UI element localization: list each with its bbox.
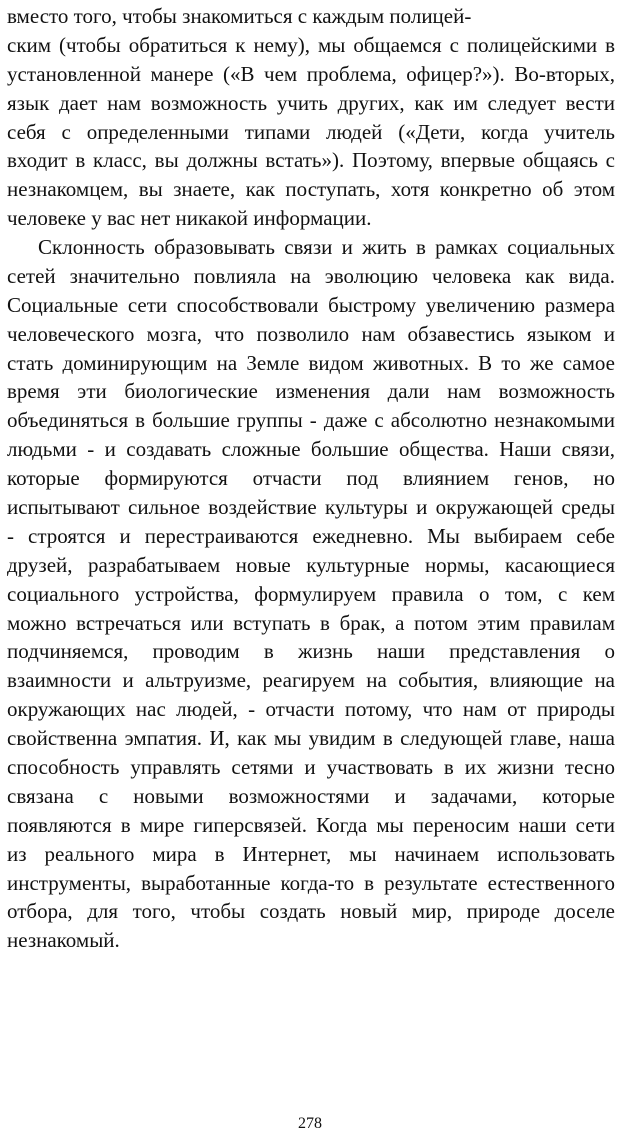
text-line: язык дает нам возможность учить других, как им следует вести	[7, 90, 615, 115]
text-line: связана с новыми возможностями и задачами, которые	[7, 783, 615, 808]
text-line: Склонность образовывать связи и жить в рамках социальных	[38, 235, 615, 259]
text-line: подчиняемся, проводим в жизнь наши представления о	[7, 639, 615, 664]
text-line: Социальные сети способствовали быстрому увеличению размера	[7, 292, 615, 317]
text-line: незнакомцем, вы знаете, как поступать, хотя конкретно об этом	[7, 177, 615, 202]
text-line: себя с определенными типами людей («Дети, когда учитель	[7, 119, 615, 144]
page-number: 278	[298, 1115, 322, 1132]
text-line: стать доминирующим на Земле видом животных. В то же самое	[7, 350, 615, 375]
text-line: ским (чтобы обратиться к нему), мы общаемся с полицейскими в	[7, 32, 615, 57]
text-line: время эти биологические изменения дали нам возможность	[7, 379, 615, 404]
text-line: друзей, разрабатываем новые культурные нормы, касающиеся	[7, 552, 615, 577]
text-line: вместо того, чтобы знакомиться с каждым полицей-	[7, 4, 472, 28]
text-line: инструменты, выработанные когда-то в результате естественного	[7, 870, 615, 895]
text-line: которые формируются отчасти под влиянием генов, но	[7, 466, 615, 491]
text-line: установленной манере («В чем проблема, офицер?»). Во-вторых,	[7, 61, 615, 86]
text-line: свойственна эмпатия. И, как мы увидим в следующей главе, наша	[7, 726, 615, 751]
text-line: способность управлять сетями и участвовать в их жизни тесно	[7, 755, 615, 780]
text-line: взаимности и альтруизме, реагируем на события, влияющие на	[7, 668, 615, 693]
text-line: незнакомый.	[7, 928, 120, 953]
text-line: людьми - и создавать сложные большие общества. Наши связи,	[7, 437, 615, 462]
text-line: социального устройства, формулируем правила о том, с кем	[7, 581, 615, 606]
text-line: испытывают сильное воздействие культуры и окружающей среды	[7, 495, 615, 520]
text-line: из реального мира в Интернет, мы начинаем использовать	[7, 841, 615, 866]
text-line: человеческого мозга, что позволило нам обзавестись языком и	[7, 321, 615, 346]
text-line: объединяться в большие группы - даже с абсолютно незнакомыми	[7, 408, 615, 433]
text-line: отбора, для того, чтобы создать новый мир, природе доселе	[7, 899, 615, 924]
text-line: входит в класс, вы должны встать»). Поэтому, впервые общаясь с	[7, 148, 615, 173]
text-line: - строятся и перестраиваются ежедневно. Мы выбираем себе	[7, 523, 615, 548]
text-line: окружающих нас людей, - отчасти потому, что нам от природы	[7, 697, 615, 722]
text-line: сетей значительно повлияла на эволюцию человека как вида.	[7, 263, 615, 288]
paragraph-continuation	[7, 2, 615, 233]
text-line: человеке у вас нет никакой информации.	[7, 206, 372, 231]
text-line: можно встречаться или вступать в брак, а потом этим правилам	[7, 610, 615, 635]
paragraph-social-networks	[7, 233, 615, 955]
text-line: появляются в мире гиперсвязей. Когда мы переносим наши сети	[7, 812, 615, 837]
